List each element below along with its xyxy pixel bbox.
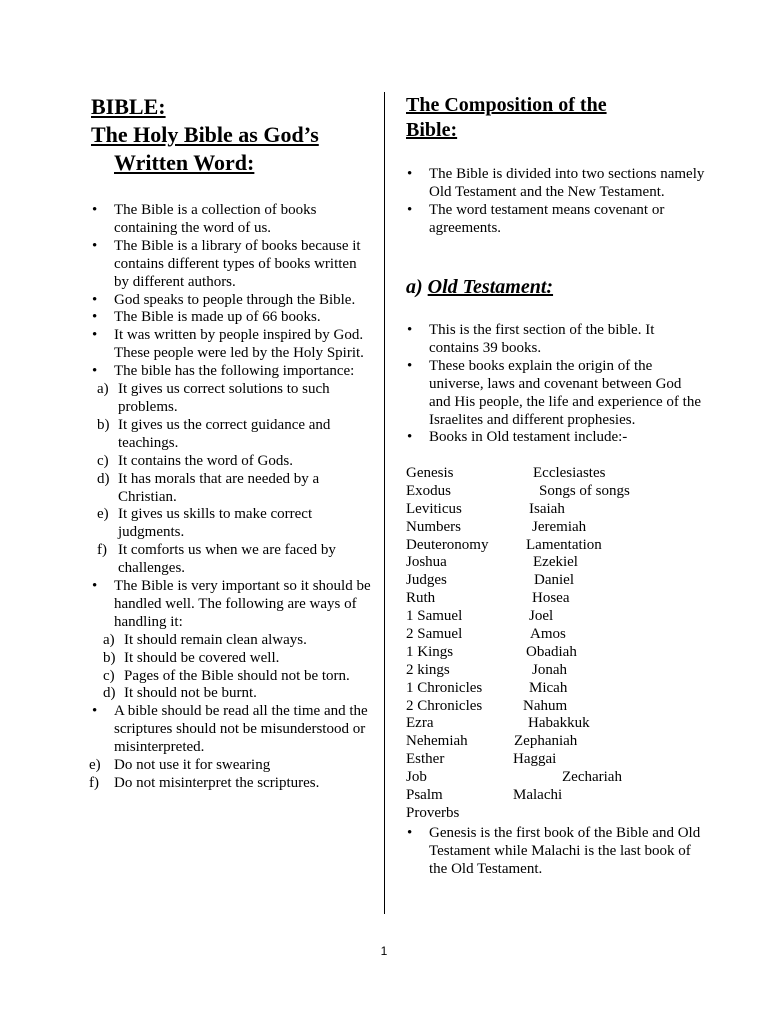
- list-marker: c): [97, 452, 109, 469]
- title-line: BIBLE:: [91, 94, 166, 119]
- list-item: • The Bible is a collection of books containing the word of us.: [91, 202, 373, 238]
- book-name: Zechariah: [562, 769, 622, 786]
- importance-item: [91, 453, 373, 471]
- importance-item: [91, 542, 373, 578]
- section-prefix: a): [406, 276, 423, 298]
- list-marker: f): [97, 542, 107, 559]
- book-name: Psalm: [406, 787, 443, 804]
- book-row: [406, 537, 706, 555]
- handling-text: Pages of the Bible should not be torn.: [124, 667, 350, 684]
- list-marker: b): [103, 649, 116, 666]
- book-name: Esther: [406, 751, 445, 768]
- book-name: Joshua: [406, 554, 447, 571]
- list-item: • The Bible is made up of 66 books.: [91, 309, 373, 327]
- handling-item: [91, 650, 373, 668]
- book-row: [406, 733, 706, 751]
- book-row: [406, 751, 706, 769]
- old-testament-list: [406, 322, 706, 447]
- book-row: [406, 715, 706, 733]
- importance-item: [91, 417, 373, 453]
- book-row: [406, 698, 706, 716]
- book-name: Jeremiah: [532, 518, 587, 535]
- list-item: • The Bible is divided into two sections namely Old Testament and the New Testament.: [406, 166, 706, 202]
- book-name: Ecclesiastes: [533, 465, 606, 481]
- list-item: • A bible should be read all the time and the scriptures should not be misunderstood or misinterpreted.: [91, 703, 373, 757]
- book-row: [406, 769, 706, 787]
- book-name: Ezekiel: [533, 554, 578, 571]
- book-name: Judges: [406, 572, 447, 589]
- importance-text: It gives us correct solutions to such problems.: [118, 381, 330, 415]
- list-item: • This is the first section of the bible. It contains 39 books.: [406, 322, 706, 358]
- importance-intro: • The bible has the following importance:: [114, 363, 355, 380]
- handling-text: It should not be burnt.: [124, 685, 257, 702]
- title-line: The Composition of the: [406, 94, 607, 116]
- list-item: [91, 578, 373, 703]
- importance-list: [91, 381, 373, 578]
- book-row: [406, 465, 706, 483]
- list-item: • It was written by people inspired by God. These people were led by the Holy Spirit.: [91, 327, 373, 363]
- list-item: • Genesis is the first book of the Bible and Old Testament while Malachi is the last book of the Old Testament.: [406, 825, 706, 879]
- composition-title: [406, 93, 607, 143]
- book-row: [406, 626, 706, 644]
- book-name: Ezra: [406, 715, 434, 732]
- closing-list: [406, 825, 706, 879]
- book-row: [406, 644, 706, 662]
- title-line: The Holy Bible as God’s: [91, 122, 319, 147]
- composition-list: [406, 166, 706, 238]
- importance-text: It has morals that are needed by a Christian.: [118, 470, 320, 505]
- handling-item: [91, 632, 373, 650]
- book-name: Job: [406, 769, 427, 786]
- book-name: Jonah: [532, 661, 567, 678]
- book-name: Numbers: [406, 518, 461, 535]
- book-name: 2 kings: [406, 661, 450, 678]
- list-marker: c): [103, 667, 115, 684]
- book-name: Joel: [529, 608, 554, 625]
- book-name: Leviticus: [406, 500, 462, 517]
- importance-text: It gives us the correct guidance and teachings.: [118, 416, 331, 451]
- book-name: Habakkuk: [528, 715, 590, 732]
- book-row: [406, 519, 706, 537]
- list-item: • The word testament means covenant or agreements.: [406, 202, 706, 238]
- books-table: [406, 465, 706, 823]
- list-item: • Books in Old testament include:-: [406, 429, 706, 447]
- book-name: 1 Kings: [406, 643, 454, 660]
- book-row: [406, 608, 706, 626]
- section-title: Old Testament:: [427, 276, 554, 298]
- book-row: [406, 680, 706, 698]
- book-name: Lamentation: [526, 536, 602, 553]
- book-row: [406, 805, 706, 823]
- extra-text: Do not use it for swearing: [114, 757, 271, 774]
- book-row: [406, 554, 706, 572]
- list-item: [91, 775, 373, 793]
- book-name: Proverbs: [406, 804, 460, 821]
- list-item: [91, 757, 373, 775]
- list-marker: a): [97, 381, 109, 398]
- importance-item: [91, 506, 373, 542]
- book-name: 2 Chronicles: [406, 697, 483, 714]
- list-item: [91, 363, 373, 578]
- title-line: Written Word:: [114, 150, 255, 175]
- book-name: Malachi: [513, 787, 563, 804]
- list-item: • The Bible is a library of books because it contains different types of books written by different authors.: [91, 238, 373, 292]
- list-marker: e): [89, 757, 101, 774]
- handling-text: It should remain clean always.: [124, 631, 307, 648]
- handling-item: [91, 668, 373, 686]
- handling-item: [91, 685, 373, 703]
- book-name: 2 Samuel: [406, 626, 463, 643]
- book-name: Nahum: [523, 697, 568, 714]
- book-name: 1 Samuel: [406, 608, 463, 625]
- page-title: [91, 93, 319, 177]
- handling-intro: • The Bible is very important so it should be handled well. The following are ways of handling it:: [114, 578, 371, 630]
- handling-list: [91, 632, 373, 704]
- book-name: Deuteronomy: [406, 536, 489, 553]
- book-row: [406, 483, 706, 501]
- book-name: Nehemiah: [406, 733, 468, 750]
- book-name: Micah: [529, 679, 568, 696]
- list-marker: b): [97, 416, 110, 433]
- column-divider: [384, 92, 385, 914]
- left-body: [91, 202, 373, 793]
- importance-text: It comforts us when we are faced by challenges.: [118, 542, 336, 577]
- importance-text: It contains the word of Gods.: [118, 452, 293, 469]
- title-line: Bible:: [406, 119, 458, 141]
- book-row: [406, 501, 706, 519]
- book-name: Exodus: [406, 482, 451, 499]
- list-marker: a): [103, 631, 115, 648]
- handling-text: It should be covered well.: [124, 649, 280, 666]
- list-marker: e): [97, 506, 109, 523]
- book-name: Isaiah: [529, 500, 565, 517]
- book-name: Songs of songs: [539, 482, 630, 499]
- book-name: Haggai: [513, 751, 557, 768]
- list-marker: d): [97, 470, 110, 487]
- importance-item: [91, 471, 373, 507]
- old-testament-heading: [406, 275, 553, 299]
- list-marker: d): [103, 685, 116, 702]
- list-marker: f): [89, 775, 99, 791]
- book-row: [406, 590, 706, 608]
- book-name: Amos: [530, 626, 566, 643]
- extra-text: Do not misinterpret the scriptures.: [114, 775, 320, 791]
- book-name: Ruth: [406, 590, 436, 607]
- book-name: Obadiah: [526, 643, 577, 660]
- book-row: [406, 572, 706, 590]
- importance-item: [91, 381, 373, 417]
- importance-text: It gives us skills to make correct judgments.: [118, 506, 313, 541]
- list-item: • These books explain the origin of the universe, laws and covenant between God and His people, the life and experience of the Israelites and different prophesies.: [406, 358, 706, 430]
- list-item: • God speaks to people through the Bible.: [91, 292, 373, 310]
- book-row: [406, 787, 706, 805]
- book-name: Daniel: [534, 572, 574, 589]
- book-name: Genesis: [406, 465, 454, 481]
- book-name: Zephaniah: [514, 733, 578, 750]
- bible-facts-list: [91, 202, 373, 793]
- book-name: Hosea: [532, 590, 570, 607]
- book-row: [406, 662, 706, 680]
- book-name: 1 Chronicles: [406, 679, 483, 696]
- page-number: 1: [380, 944, 388, 958]
